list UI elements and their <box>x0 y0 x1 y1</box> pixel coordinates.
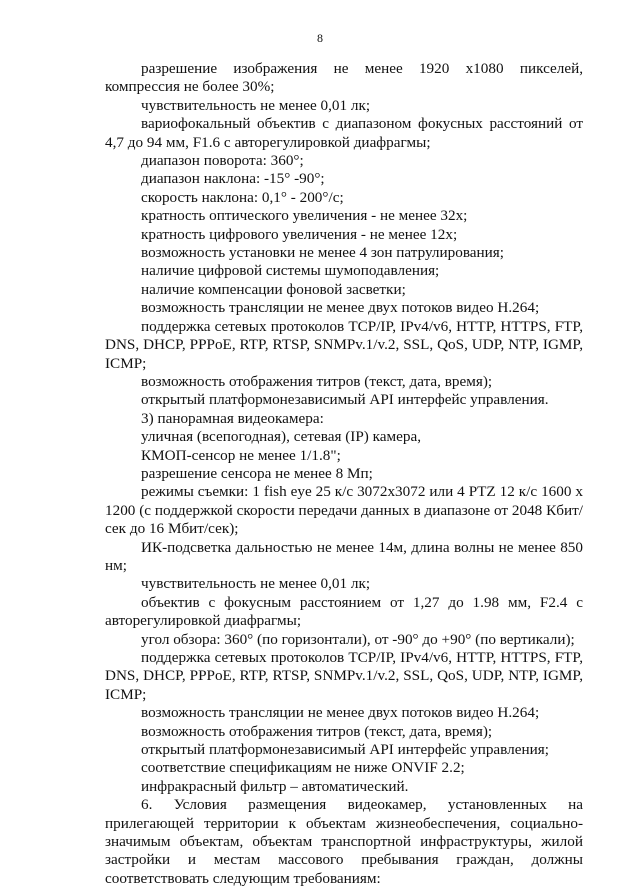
paragraph: ИК-подсветка дальностью не менее 14м, длина волны не менее 850 нм; <box>105 538 583 574</box>
paragraph: возможность отображения титров (текст, дата, время); <box>141 722 493 740</box>
paragraph: кратность цифрового увеличения - не менее 12х; <box>141 225 458 243</box>
paragraph: возможность трансляции не менее двух потоков видео Н.264; <box>141 299 540 317</box>
paragraph: поддержка сетевых протоколов TCP/IP, IPv4/v6, HTTP, HTTPS, FTP, DNS, DHCP, PPPoE, RTP, RTSP, SNMPv.1/v.2, SSL, QoS, UDP, NTP, IGMP, ICMP; <box>105 649 583 703</box>
paragraph: угол обзора: 360° (по горизонтали), от -90° до +90° (по вертикали); <box>141 630 575 648</box>
paragraph: возможность трансляции не менее двух потоков видео H.264; <box>141 704 540 722</box>
paragraph: объектив с фокусным расстоянием от 1,27 до 1.98 мм, F2.4 с авторегулировкой диафрагмы; <box>105 593 583 630</box>
paragraph: диапазон поворота: 360°; <box>141 152 304 170</box>
paragraph: наличие цифровой системы шумоподавления; <box>141 262 440 280</box>
paragraph: скорость наклона: 0,1° - 200°/с; <box>141 188 344 206</box>
paragraph: открытый платформонезависимый API интерфейс управления; <box>141 741 549 759</box>
paragraph: кратность оптического увеличения - не менее 32х; <box>141 207 468 225</box>
paragraph: разрешение сенсора не менее 8 Мп; <box>141 464 373 482</box>
paragraph: поддержка сетевых протоколов TCP/IP, IPv4/v6, HTTP, HTTPS, FTP, DNS, DHCP, PPPoE, RTP, RTSP, SNMPv.1/v.2, SSL, QoS, UDP, NTP, IGMP, ICMP; <box>105 317 583 372</box>
page-number: 8 <box>317 31 323 45</box>
paragraph: 6. Условия размещения видеокамер, установленных на прилегающей территории к объектам жизнеобеспечения, социально-значимым объектам, объектам транспортной инфраструктуры, жилой застройки и местам массового пребывания граждан, должны соответствовать следующим требованиям: <box>105 796 583 887</box>
paragraph: инфракрасный фильтр – автоматический. <box>141 777 409 795</box>
section-heading: 3) панорамная видеокамера: <box>141 409 324 427</box>
paragraph: КМОП-сенсор не менее 1/1.8"; <box>141 446 341 464</box>
paragraph: соответствие спецификациям не ниже ONVIF 2.2; <box>141 759 465 777</box>
paragraph: вариофокальный объектив с диапазоном фокусных расстояний от 4,7 до 94 мм, F1.6 с авторегулировкой диафрагмы; <box>105 115 583 151</box>
paragraph: возможность отображения титров (текст, дата, время); <box>141 372 493 390</box>
paragraph: чувствительность не менее 0,01 лк; <box>141 96 371 114</box>
paragraph: наличие компенсации фоновой засветки; <box>141 280 406 298</box>
paragraph: уличная (всепогодная), сетевая (IP) камера, <box>141 428 422 446</box>
paragraph: чувствительность не менее 0,01 лк; <box>141 575 371 593</box>
paragraph: диапазон наклона: -15° -90°; <box>141 170 325 188</box>
paragraph: режимы съемки: 1 fish eye 25 к/с 3072x3072 или 4 PTZ 12 к/с 1600 x 1200 (с поддержкой скорости передачи данных в диапазоне от 2048 Кбит/сек до 16 Мбит/сек); <box>105 483 583 538</box>
document-body <box>105 60 583 888</box>
paragraph: возможность установки не менее 4 зон патрулирования; <box>141 244 504 262</box>
paragraph: открытый платформонезависимый API интерфейс управления. <box>141 391 549 409</box>
paragraph: разрешение изображения не менее 1920 x1080 пикселей, компрессия не более 30%; <box>105 60 583 96</box>
